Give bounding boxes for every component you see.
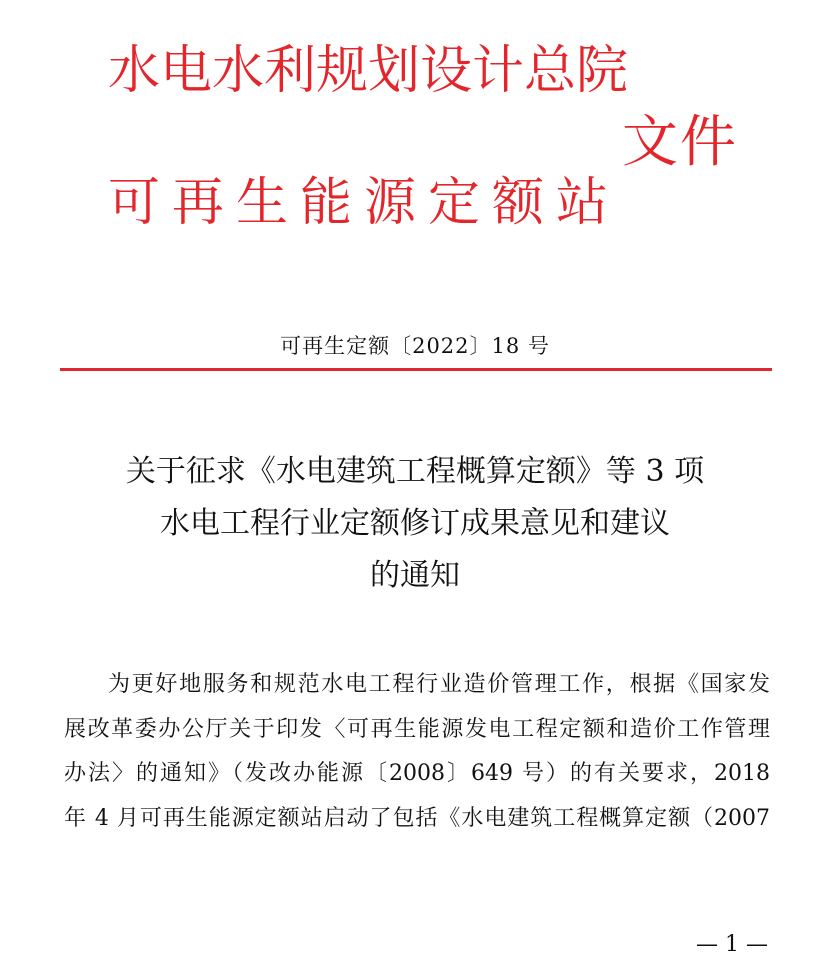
issuing-organization-line-1: 水电水利规划设计总院: [108, 41, 629, 101]
title-line: 水电工程行业定额修订成果意见和建议: [160, 506, 670, 541]
red-header-divider: [60, 368, 772, 371]
body-line: 年 4 月可再生能源定额站启动了包括《水电建筑工程概算定额（2007: [64, 805, 770, 831]
page-number: — 1 —: [696, 932, 768, 957]
document-type-label: 文件: [622, 110, 738, 175]
title-line: 关于征求《水电建筑工程概算定额》等 3 项: [125, 454, 705, 489]
body-line: 展改革委办公厅关于印发〈可再生能源发电工程定额和造价工作管理: [64, 716, 770, 742]
body-line: 办法〉的通知》（发改办能源〔2008〕649 号）的有关要求，2018: [64, 761, 770, 786]
body-line: 为更好地服务和规范水电工程行业造价管理工作，根据《国家发: [108, 672, 770, 697]
body-paragraph: [64, 663, 770, 841]
document-number: 可再生定额〔2022〕18 号: [280, 334, 550, 358]
issuing-organization-line-2: 可再生能源定额站: [108, 173, 621, 233]
document-title: [0, 446, 830, 602]
title-line: 的通知: [370, 558, 460, 593]
